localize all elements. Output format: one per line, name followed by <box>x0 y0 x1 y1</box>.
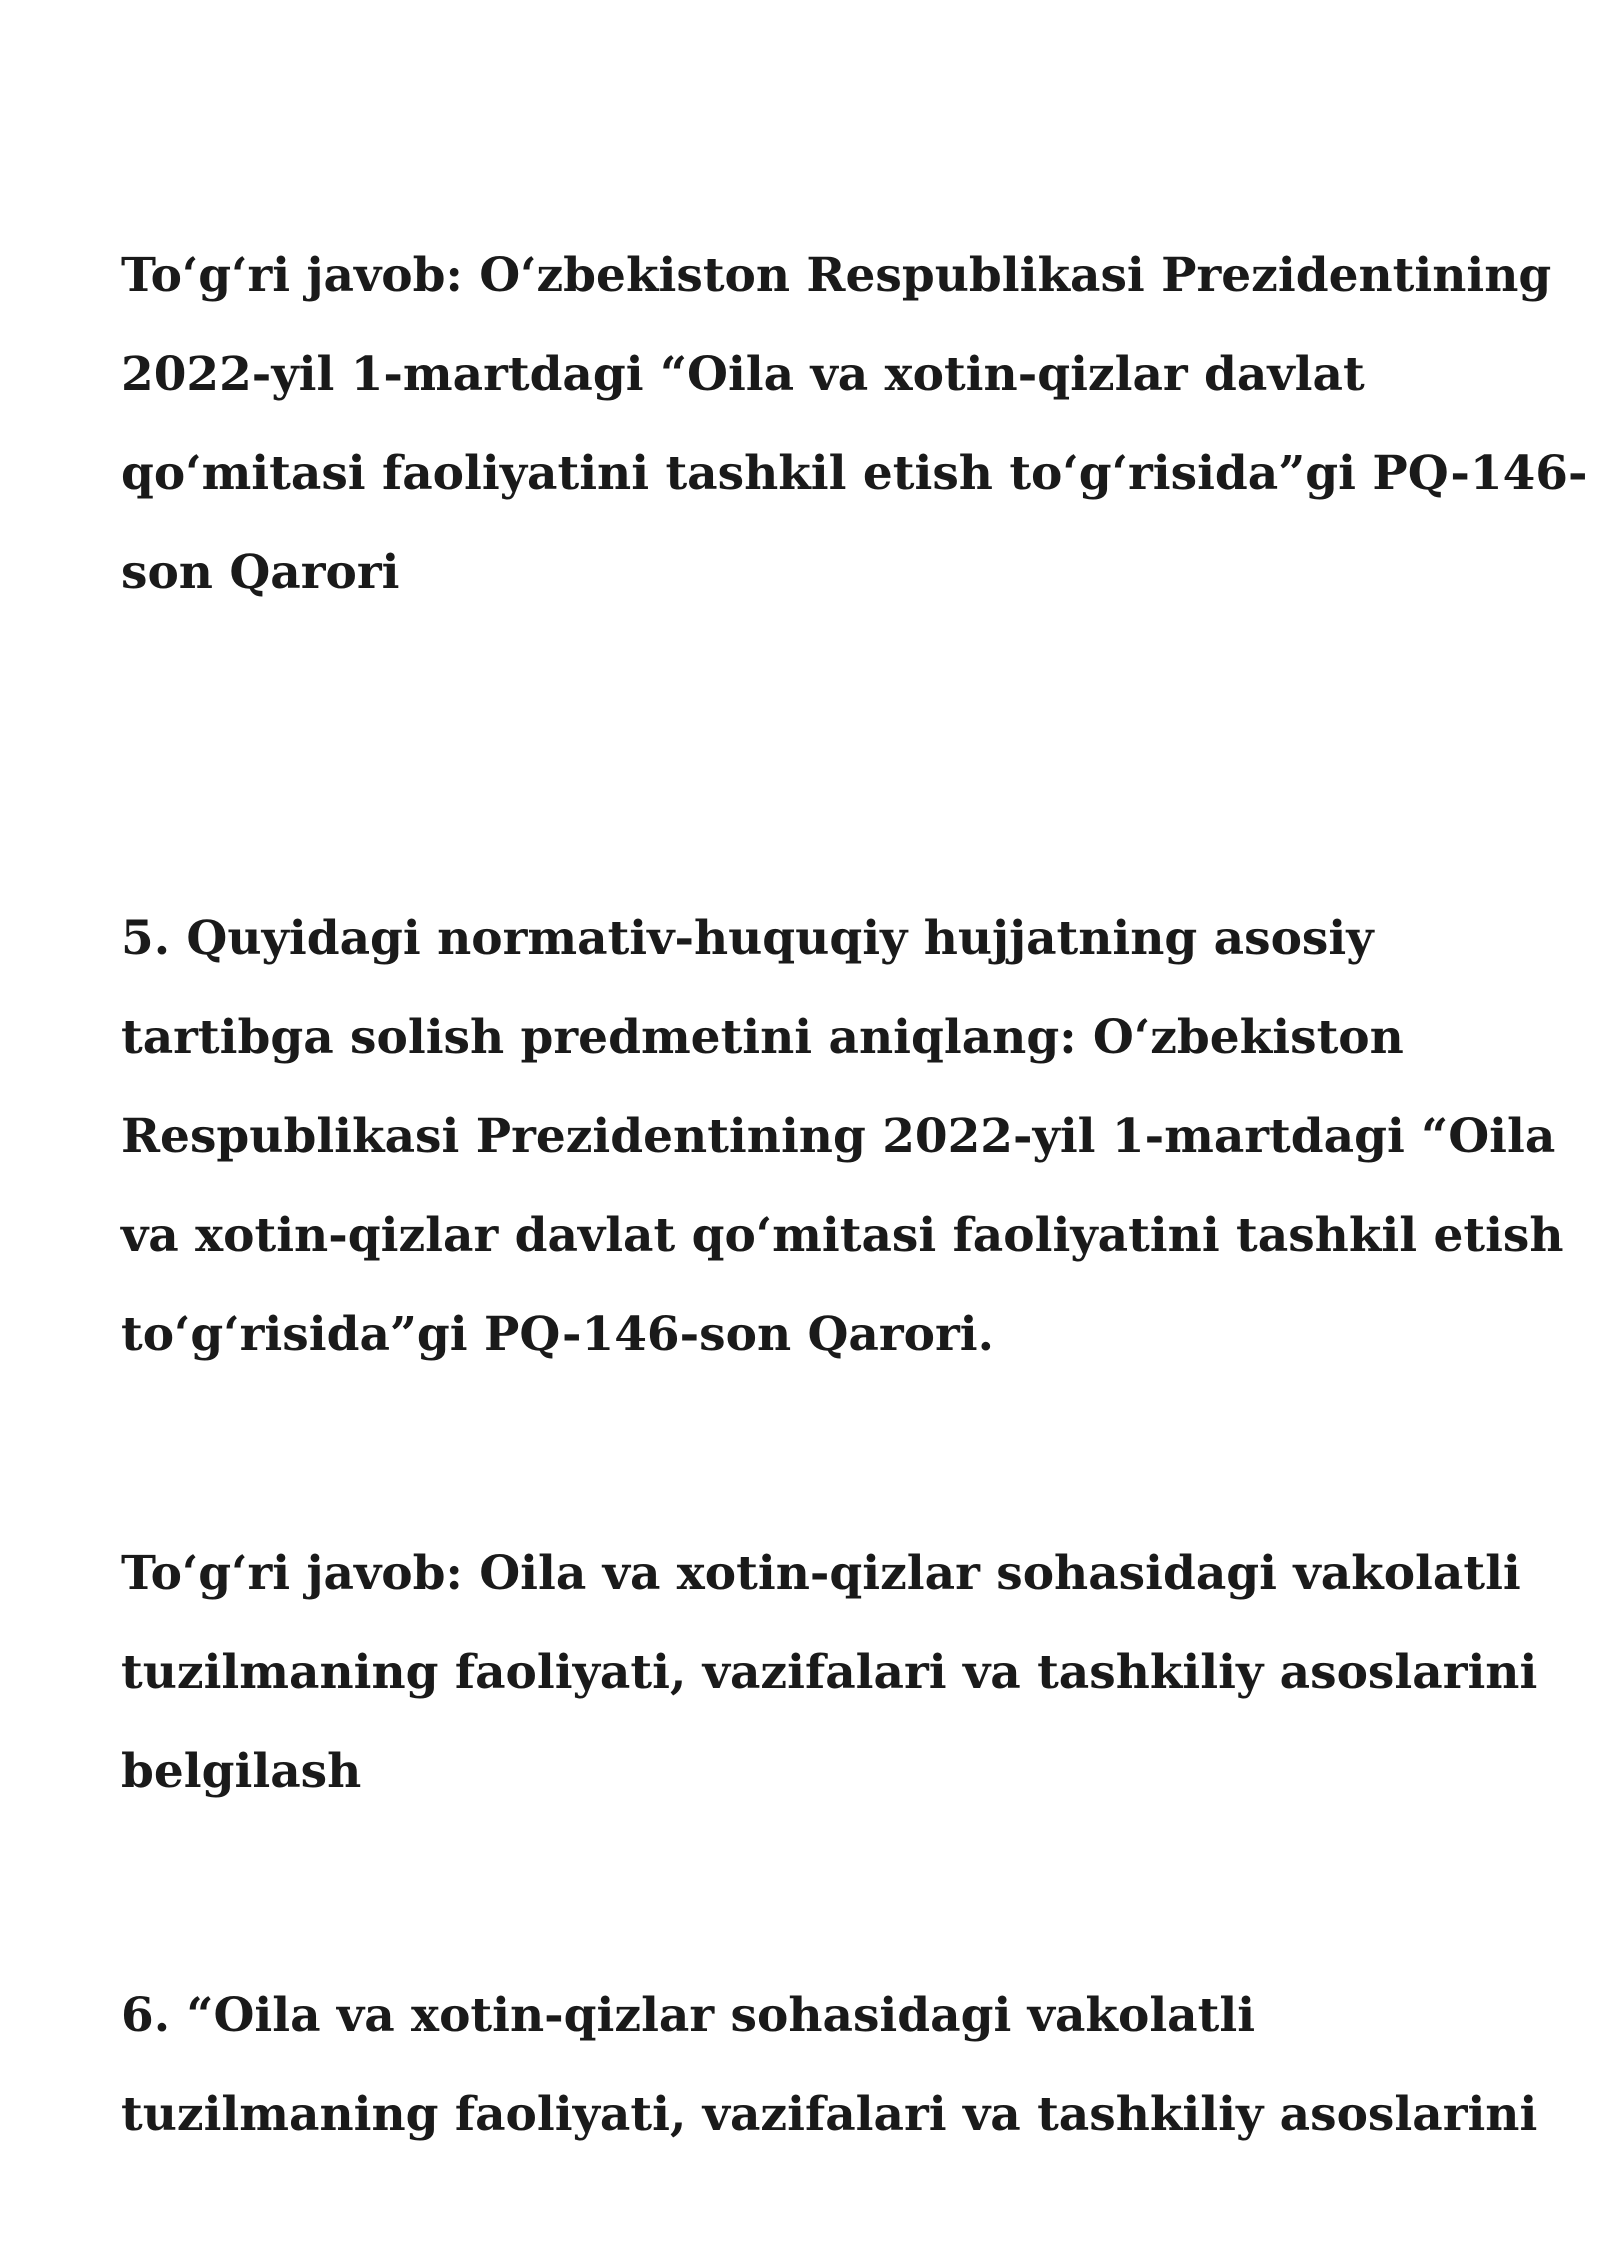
text-line: Respublikasi Prezidentining 2022-yil 1-martdagi “Oila <box>121 1109 1556 1164</box>
text-line: 5. Quyidagi normativ-huquqiy hujjatning asosiy <box>121 911 1374 966</box>
text-line: To‘g‘ri javob: Oila va xotin-qizlar sohasidagi vakolatli <box>121 1546 1521 1601</box>
answer-paragraph-4 <box>121 226 1588 622</box>
text-line: son Qarori <box>121 545 400 600</box>
text-line: tuzilmaning faoliyati, vazifalari va tashkiliy asoslarini <box>121 2087 1538 2142</box>
text-line: qo‘mitasi faoliyatini tashkil etish to‘g‘risida”gi PQ-146- <box>121 446 1588 501</box>
text-line: 2022-yil 1-martdagi “Oila va xotin-qizlar davlat <box>121 347 1365 402</box>
text-line: To‘g‘ri javob: O‘zbekiston Respublikasi Prezidentining <box>121 248 1552 303</box>
question-paragraph-6 <box>121 1966 1538 2164</box>
answer-paragraph-5 <box>121 1524 1538 1821</box>
text-line: to‘g‘risida”gi PQ-146-son Qarori. <box>121 1307 994 1362</box>
question-paragraph-5 <box>121 889 1564 1384</box>
text-line: belgilash <box>121 1744 362 1799</box>
text-line: 6. “Oila va xotin-qizlar sohasidagi vakolatli <box>121 1988 1256 2043</box>
text-line: va xotin-qizlar davlat qo‘mitasi faoliyatini tashkil etish <box>121 1208 1564 1263</box>
text-line: tuzilmaning faoliyati, vazifalari va tashkiliy asoslarini <box>121 1645 1538 1700</box>
text-line: tartibga solish predmetini aniqlang: O‘zbekiston <box>121 1010 1404 1065</box>
